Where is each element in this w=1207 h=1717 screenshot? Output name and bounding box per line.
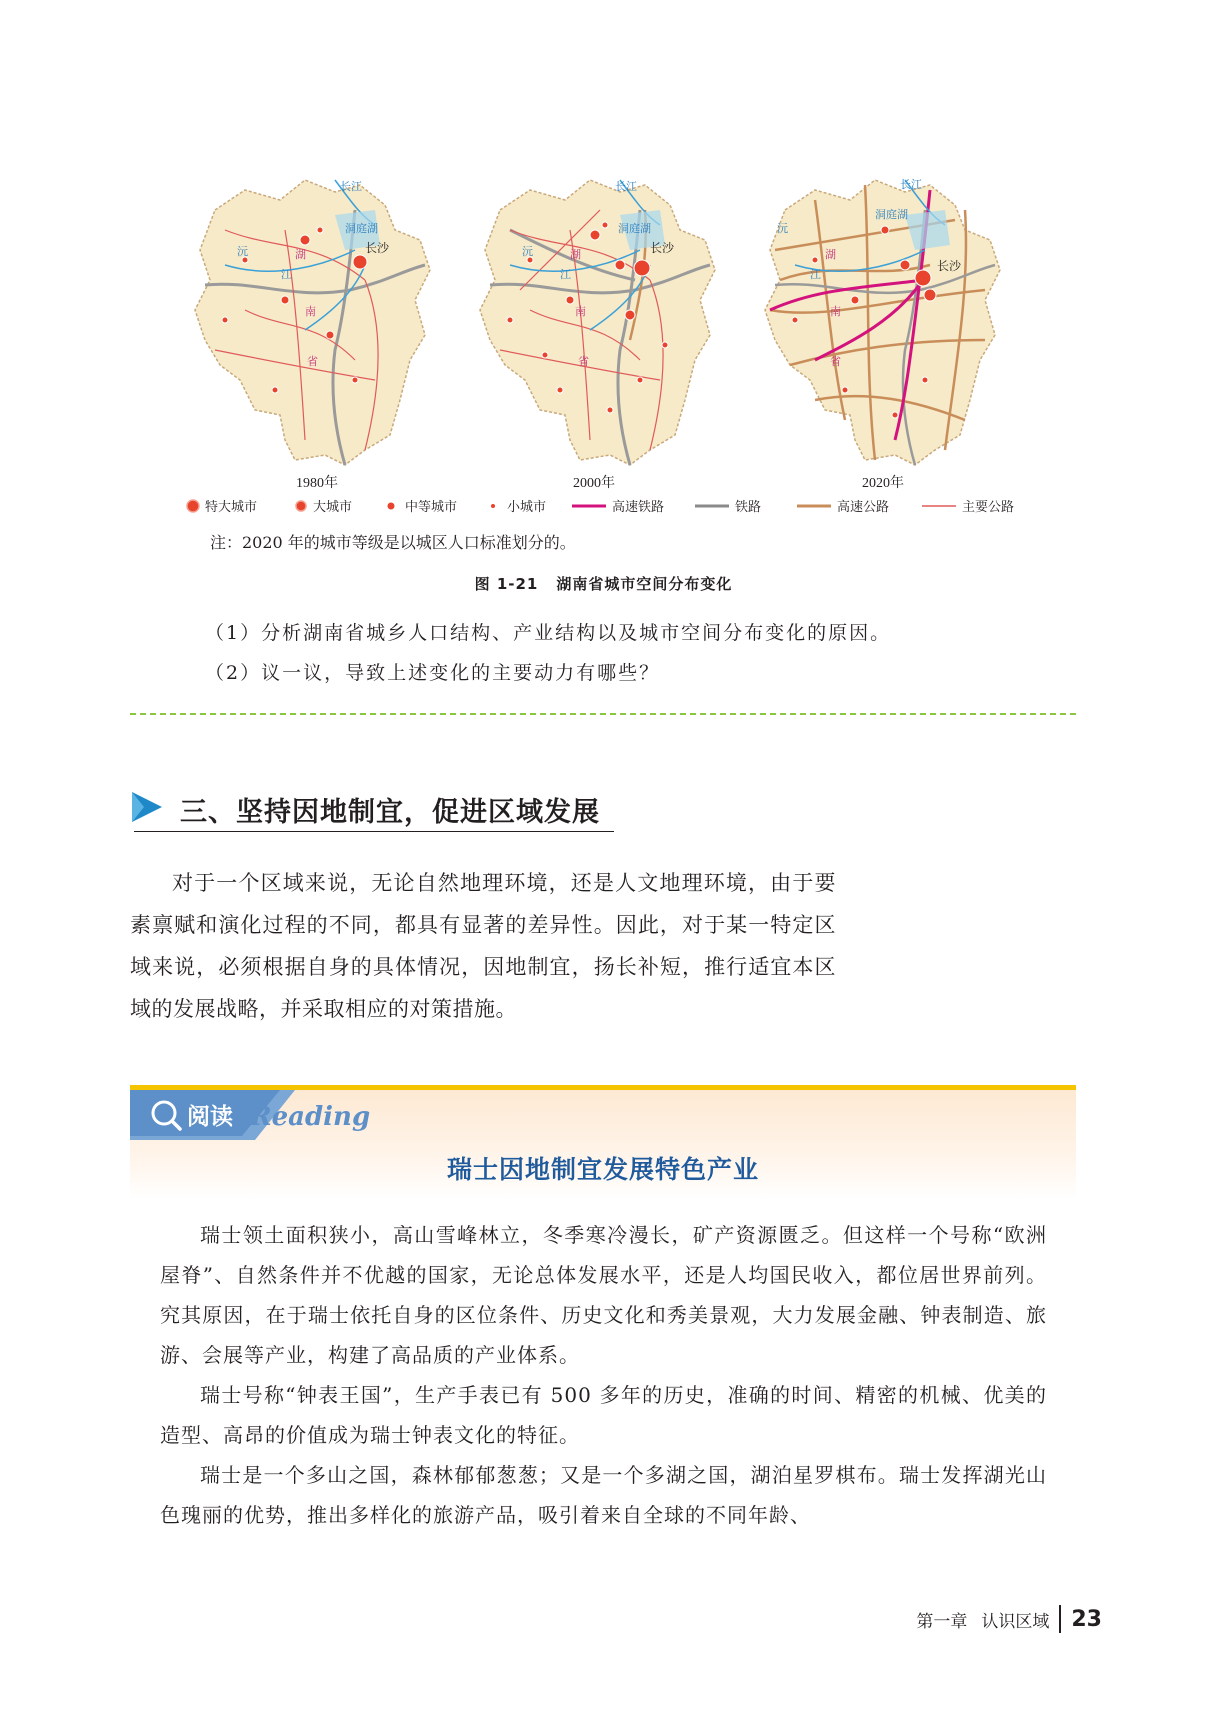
figure-caption xyxy=(0,573,1207,594)
footer-separator xyxy=(1059,1605,1061,1633)
map-year-1980: 1980年 xyxy=(296,476,338,491)
legend-medium-city xyxy=(383,496,457,515)
hunan-outline xyxy=(480,180,715,465)
large-city-symbol xyxy=(293,498,309,514)
legend-label: 主要公路 xyxy=(962,500,1015,515)
map-label: 洞庭湖 xyxy=(345,222,378,235)
map-year-2020: 2020年 xyxy=(862,476,904,491)
map-label-capital: 长沙 xyxy=(937,259,962,273)
figure-note: 注：2020 年的城市等级是以城区人口标准划分的。 xyxy=(210,533,576,552)
map-2020 xyxy=(755,170,1025,470)
map-label: 省 xyxy=(307,355,318,368)
question-1: （1）分析湖南省城乡人口结构、产业结构以及城市空间分布变化的原因。 xyxy=(205,622,892,644)
legend-small-city xyxy=(485,496,546,515)
section-title: 三、坚持因地制宜，促进区域发展 xyxy=(180,797,600,828)
legend-railway xyxy=(695,496,761,515)
map-label: 省 xyxy=(830,355,841,368)
map-1980 xyxy=(185,170,455,470)
reading-paragraph-2: 瑞士号称“钟表王国”，生产手表已有 500 多年的历史，准确的时间、精密的机械、优美的造型、高昂的价值成为瑞士钟表文化的特征。 xyxy=(160,1383,1047,1447)
small-city-symbol xyxy=(485,498,501,514)
figure-title: 湖南省城市空间分布变化 xyxy=(556,575,733,593)
footer-chapter-title: 认识区域 xyxy=(981,1611,1050,1632)
map-label: 南 xyxy=(830,305,841,318)
map-label: 南 xyxy=(305,305,316,318)
map-label-capital: 长沙 xyxy=(365,241,390,255)
reading-title: 瑞士因地制宜发展特色产业 xyxy=(446,1155,759,1184)
reading-paragraph-3: 瑞士是一个多山之国，森林郁郁葱葱；又是一个多湖之国，湖泊星罗棋布。瑞士发挥湖光山色瑰丽的优势，推出多样化的旅游产品，吸引着来自全球的不同年龄、 xyxy=(160,1463,1047,1527)
mega-city-symbol xyxy=(185,498,201,514)
legend-label: 高速公路 xyxy=(837,500,890,515)
reading-paragraph-1: 瑞士领土面积狭小，高山雪峰林立，冬季寒冷漫长，矿产资源匮乏。但这样一个号称“欧洲屋脊”、自然条件并不优越的国家，无论总体发展水平，还是人均国民收入，都位居世界前列。究其原因，在于瑞士依托自身的区位条件、历史文化和秀美景观，大力发展金融、钟表制造、旅游、会展等产业，构建了高品质的产业体系。 xyxy=(160,1223,1047,1367)
reading-tag: 阅读 xyxy=(187,1104,233,1130)
map-label: 长江 xyxy=(340,180,362,193)
medium-city-symbol xyxy=(383,498,399,514)
legend-hsr xyxy=(572,496,664,515)
main-road-line-symbol xyxy=(922,501,956,511)
hsr-line-symbol xyxy=(572,501,606,511)
legend-label: 特大城市 xyxy=(205,500,258,515)
map-label: 湖 xyxy=(295,248,306,261)
railway-line-symbol xyxy=(695,501,729,511)
section-arrow-icon xyxy=(130,790,164,824)
legend-label: 高速铁路 xyxy=(612,500,665,515)
legend-label: 中等城市 xyxy=(405,500,458,515)
map-label: 长江 xyxy=(615,180,637,193)
map-label-capital: 长沙 xyxy=(650,241,675,255)
reading-box xyxy=(130,1085,1076,1205)
map-label: 沅 xyxy=(237,245,248,258)
map-year-2000: 2000年 xyxy=(573,476,615,491)
map-label: 省 xyxy=(578,355,589,368)
map-label: 江 xyxy=(810,268,821,281)
map-legend xyxy=(185,496,1045,518)
legend-large-city xyxy=(293,496,352,515)
map-label: 湖 xyxy=(825,248,836,261)
reading-tag-en: Reading xyxy=(250,1102,371,1132)
legend-label: 铁路 xyxy=(735,500,762,515)
map-label: 沅 xyxy=(522,245,533,258)
hunan-outline xyxy=(195,180,430,465)
page-number: 23 xyxy=(1071,1606,1102,1632)
question-2: （2）议一议，导致上述变化的主要动力有哪些？ xyxy=(205,662,661,684)
section-underline xyxy=(134,831,614,832)
map-label: 江 xyxy=(281,268,292,281)
legend-label: 大城市 xyxy=(313,500,353,515)
legend-expressway xyxy=(797,496,889,515)
legend-main-road xyxy=(922,496,1014,515)
section-paragraph: 对于一个区域来说，无论自然地理环境，还是人文地理环境，由于要素禀赋和演化过程的不同，都具有显著的差异性。因此，对于某一特定区域来说，必须根据自身的具体情况，因地制宜，扬长补短，推行适宜本区域的发展战略，并采取相应的对策措施。 xyxy=(130,871,836,1021)
map-2000 xyxy=(470,170,740,470)
map-label: 南 xyxy=(575,305,586,318)
dashed-divider xyxy=(130,713,1076,715)
map-label: 湖 xyxy=(570,248,581,261)
footer-chapter: 第一章 xyxy=(916,1611,968,1632)
expressway-line-symbol xyxy=(797,501,831,511)
map-label: 长江 xyxy=(900,178,922,191)
figure-number: 图 1-21 xyxy=(474,575,539,593)
legend-label: 小城市 xyxy=(507,500,547,515)
map-label: 洞庭湖 xyxy=(875,208,908,221)
map-label: 沅 xyxy=(777,222,788,235)
map-label: 洞庭湖 xyxy=(618,222,651,235)
map-label: 江 xyxy=(560,268,571,281)
legend-mega-city xyxy=(185,496,257,515)
page-footer xyxy=(916,1605,1102,1633)
